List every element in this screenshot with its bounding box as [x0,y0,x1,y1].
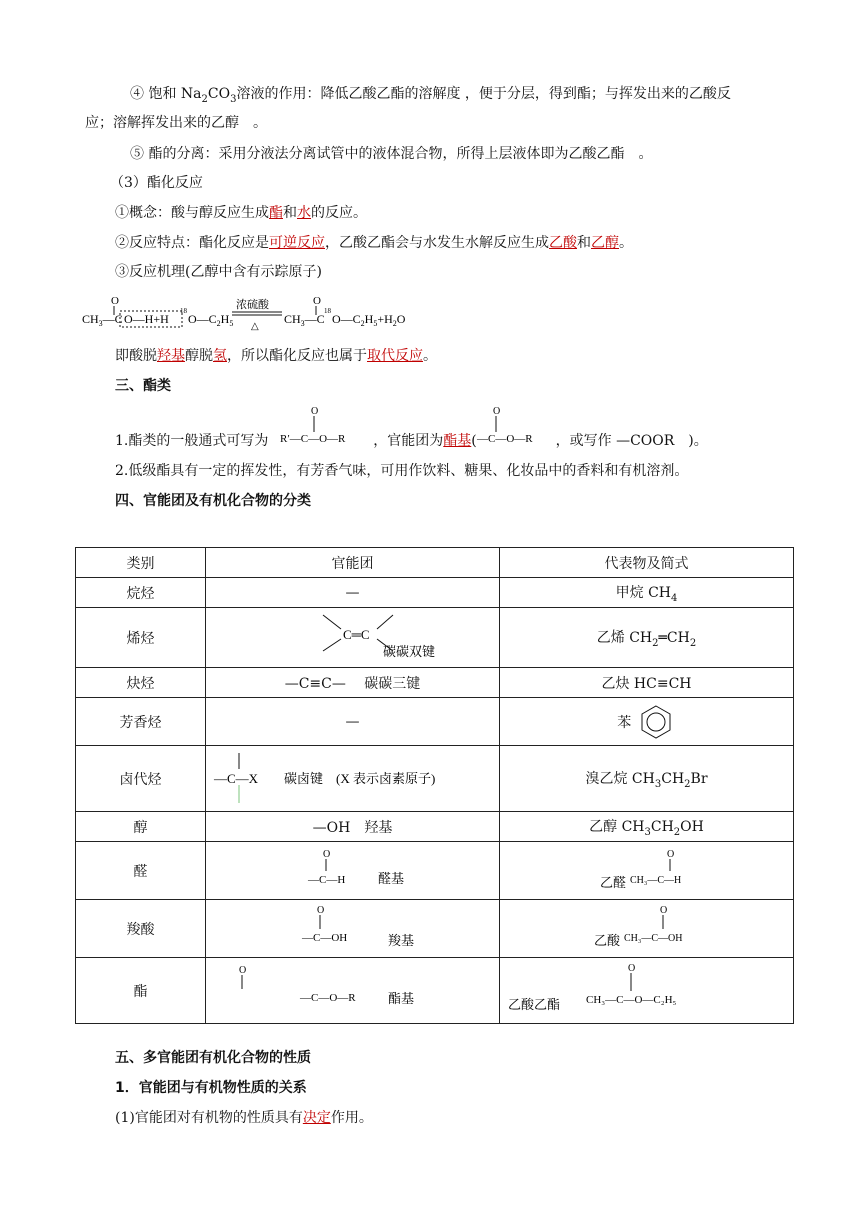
haloalkane-structure [206,747,496,811]
heading-esters: 三、酯类 [115,378,171,394]
svg-text:O: O [111,295,119,307]
svg-text:O: O [311,406,319,417]
svg-text:O—C2H5+H2O: $O—C_2H_5+H_2O$ [332,312,406,328]
svg-text:碳碳双键: 碳碳双键 [382,643,435,659]
svg-text:O: O [493,406,501,417]
feature-line: ②反应特点：酯化反应是可逆反应，乙酸乙酯会与水发生水解反应生成乙酸和乙醇。 [115,235,633,251]
esterification-equation [80,292,420,334]
ester-group-structure [475,402,555,450]
svg-text:CH₃—C—OH: CH₃—C—OH [624,932,683,944]
header-category: 类别 [76,548,206,578]
svg-text:O: O [317,904,325,916]
paragraph-4: ④ 饱和 $Na_2CO_3$溶液的作用：降低乙酸乙酯的溶解度 ，便于分层，得到酯；与挥发出来的乙酸反 [130,86,731,105]
heading-multi-functional: 五、多官能团有机化合物的性质 [115,1050,311,1066]
svg-text:羧基: 羧基 [388,932,415,948]
ester-group-table-structure [206,959,496,1023]
table-row: 烯烃 C═C 碳碳双键 乙烯 $CH_2═CH_2$ [76,608,794,668]
svg-text:O: O [667,848,675,860]
svg-text:O—H+H: O—H+H [124,312,169,326]
svg-text:—C—O—R: —C—O—R [300,991,356,1004]
relationship-line: (1)官能团对有机物的性质具有决定作用。 [115,1110,373,1126]
table-row: 醇 —OH 羟基 乙醇 $CH_3CH_2OH$ [76,812,794,842]
svg-text:乙醛: 乙醛 [600,874,627,890]
ethyl-acetate-structure [500,959,790,1023]
svg-text:18: 18 [180,307,187,315]
svg-text:乙酸: 乙酸 [594,932,621,948]
table-row: 酯 O —C—O—R 酯基 乙酸乙酯 O CH₃—C—O—C₂H₅ [76,958,794,1024]
ester-general-structure [278,402,378,450]
svg-text:—C—X: —C—X [214,770,259,786]
paragraph-5: ⑤ 酯的分离：采用分液法分离试管中的液体混合物，所得上层液体即为乙酸乙酯 。 [130,146,653,162]
svg-text:O: O [313,295,321,307]
mechanism-line: ③反应机理(乙醇中含有示踪原子) [115,264,322,280]
svg-text:酯基: 酯基 [388,990,415,1006]
table-row: 炔烃 —C≡C— 碳碳三键 乙炔 HC≡CH [76,668,794,698]
svg-text:R′—C—O—R: R′—C—O—R [280,433,346,445]
ester-formula-line: 1.酯类的一般通式可写为 ，官能团为酯基( ，或写作 —COOR )。 [115,433,708,449]
svg-text:醛基: 醛基 [378,870,405,886]
heading-classification: 四、官能团及有机化合物的分类 [115,493,311,509]
svg-text:CH3—C: $CH_3—C$ [82,312,123,328]
svg-text:浓硫酸: 浓硫酸 [236,299,269,311]
acetaldehyde-structure [500,843,790,899]
table-row: 芳香烃 — 苯 [76,698,794,746]
ester-property-line: 2.低级酯具有一定的挥发性，有芳香气味，可用作饮料、糖果、化妆品中的香料和有机溶剂。 [115,463,689,479]
svg-text:乙酸乙酯: 乙酸乙酯 [508,996,561,1012]
carboxyl-group-structure [206,901,496,957]
table-row: 醛 O —C—H 醛基 乙醛 O CH₃—C—H [76,842,794,900]
section-3-heading: （3）酯化反应 [110,175,203,191]
aldehyde-group-structure [206,843,496,899]
svg-text:18: 18 [324,307,331,315]
svg-text:O: O [323,848,331,860]
header-representative: 代表物及简式 [500,548,794,578]
svg-text:CH₃—C—H: CH₃—C—H [630,874,682,886]
svg-text:CH3—C: $CH_3—C$ [284,312,325,328]
svg-text:△: △ [251,321,259,332]
header-functional-group: 官能团 [206,548,500,578]
svg-text:O: O [239,964,247,976]
svg-text:C═C: C═C [342,626,370,642]
svg-text:—C—H: —C—H [308,873,346,886]
functional-group-table [75,547,794,1024]
svg-text:O: O [660,904,668,916]
alkene-structure [253,609,453,667]
svg-text:碳卤键 (X 表示卤素原子): 碳卤键 (X 表示卤素原子) [284,770,436,786]
table-row: 烷烃 — 甲烷 $CH_4$ [76,578,794,608]
acetic-acid-structure [500,901,790,957]
svg-text:O: O [628,962,636,974]
benzene-ring [636,702,676,742]
table-header-row [76,548,794,578]
table-row: 羧酸 O —C—OH 羧基 乙酸 O CH₃—C—OH [76,900,794,958]
paragraph-4-cont: 应；溶解挥发出来的乙醇 。 [85,115,267,131]
subheading-relationship: 1．官能团与有机物性质的关系 [115,1080,307,1096]
mechanism-summary: 即酸脱羟基醇脱氢，所以酯化反应也属于取代反应。 [115,348,437,364]
svg-text:O—C2H5: $O—C_2H_5$ [188,312,234,328]
svg-text:—C—OH: —C—OH [302,931,348,944]
concept-line: ①概念：酸与醇反应生成酯和水的反应。 [115,205,367,221]
table-row: 卤代烃 —C—X 碳卤键 (X 表示卤素原子) 溴乙烷 $CH_3CH_2Br$ [76,746,794,812]
svg-text:CH₃—C—O—C₂H₅: CH₃—C—O—C₂H₅ [586,993,677,1006]
svg-text:—C—O—R: —C—O—R [477,433,533,445]
